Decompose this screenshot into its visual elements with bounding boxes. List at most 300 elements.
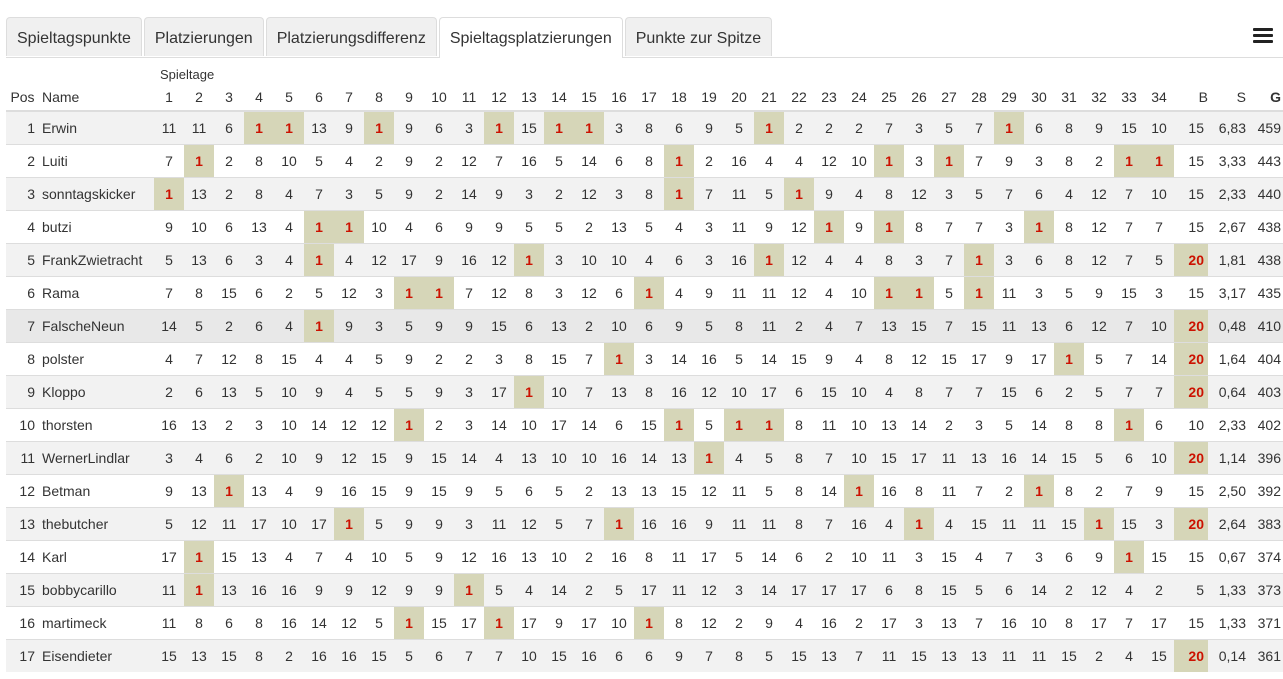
matchday-placement: 5 <box>724 111 754 145</box>
matchday-placement: 16 <box>274 574 304 607</box>
column-header-matchday[interactable]: 9 <box>394 84 424 111</box>
table-row[interactable] <box>6 178 1283 211</box>
matchday-placement: 15 <box>994 376 1024 409</box>
matchday-placement: 1 <box>1144 145 1174 178</box>
table-row[interactable] <box>6 508 1283 541</box>
tab-spieltagspunkte[interactable]: Spieltagspunkte <box>6 17 142 56</box>
matchday-placement: 15 <box>814 376 844 409</box>
row-player-name: Luiti <box>39 145 154 178</box>
matchday-placement: 1 <box>904 508 934 541</box>
matchday-placement: 5 <box>934 277 964 310</box>
matchday-placement: 5 <box>304 277 334 310</box>
table-row[interactable] <box>6 244 1283 277</box>
column-header-matchday[interactable]: 27 <box>934 84 964 111</box>
matchday-placement: 11 <box>154 607 184 640</box>
matchday-placement: 5 <box>184 310 214 343</box>
matchday-placement: 17 <box>514 607 544 640</box>
matchday-placement: 4 <box>334 244 364 277</box>
matchday-placement: 7 <box>154 145 184 178</box>
matchday-placement: 10 <box>364 541 394 574</box>
matchday-placement: 3 <box>994 244 1024 277</box>
matchday-placement: 8 <box>1054 607 1084 640</box>
matchday-placement: 2 <box>934 409 964 442</box>
row-bonus: 15 <box>1174 211 1208 244</box>
matchday-placement: 11 <box>214 508 244 541</box>
row-position: 3 <box>6 178 39 211</box>
matchday-placement: 9 <box>154 475 184 508</box>
column-header-name[interactable]: Name <box>39 84 154 111</box>
matchday-placement: 8 <box>664 607 694 640</box>
column-header-pos[interactable]: Pos <box>6 84 39 111</box>
matchday-placement: 8 <box>1054 111 1084 145</box>
matchday-placement: 2 <box>424 145 454 178</box>
column-header-matchday[interactable]: 8 <box>364 84 394 111</box>
matchday-placement: 14 <box>814 475 844 508</box>
matchday-placement: 1 <box>394 277 424 310</box>
column-header-matchday[interactable]: 32 <box>1084 84 1114 111</box>
row-position: 11 <box>6 442 39 475</box>
matchday-placement: 6 <box>1024 111 1054 145</box>
matchday-placement: 17 <box>244 508 274 541</box>
matchday-placement: 1 <box>784 178 814 211</box>
matchday-placement: 10 <box>1144 111 1174 145</box>
matchday-placement: 7 <box>1144 376 1174 409</box>
matchday-placement: 3 <box>454 111 484 145</box>
column-header-matchday[interactable]: 15 <box>574 84 604 111</box>
matchday-placement: 16 <box>334 640 364 673</box>
table-row[interactable] <box>6 277 1283 310</box>
matchday-placement: 15 <box>784 343 814 376</box>
column-header-matchday[interactable]: 2 <box>184 84 214 111</box>
row-player-name: polster <box>39 343 154 376</box>
matchday-placement: 7 <box>934 310 964 343</box>
matchday-placement: 4 <box>844 343 874 376</box>
matchday-placement: 7 <box>304 541 334 574</box>
row-position: 14 <box>6 541 39 574</box>
matchday-placement: 6 <box>214 607 244 640</box>
table-row[interactable] <box>6 442 1283 475</box>
matchday-placement: 7 <box>814 508 844 541</box>
row-bonus: 15 <box>1174 607 1208 640</box>
matchday-placement: 8 <box>904 574 934 607</box>
matchday-placement: 8 <box>634 178 664 211</box>
matchday-placement: 6 <box>604 145 634 178</box>
matchday-placement: 10 <box>274 442 304 475</box>
column-header-matchday[interactable]: 17 <box>634 84 664 111</box>
matchday-placement: 15 <box>364 640 394 673</box>
table-row[interactable] <box>6 574 1283 607</box>
matchday-placement: 17 <box>454 607 484 640</box>
column-header-matchday[interactable]: 25 <box>874 84 904 111</box>
matchday-placement: 7 <box>964 475 994 508</box>
tab-punkte zur spitze[interactable]: Punkte zur Spitze <box>625 17 772 56</box>
matchday-placement: 8 <box>634 376 664 409</box>
matchday-placement: 13 <box>184 409 214 442</box>
matchday-placement: 15 <box>544 640 574 673</box>
matchday-placement: 4 <box>394 211 424 244</box>
row-player-name: Rama <box>39 277 154 310</box>
matchday-placement: 15 <box>214 277 244 310</box>
matchday-placement: 3 <box>904 244 934 277</box>
column-header-matchday[interactable]: 10 <box>424 84 454 111</box>
matchday-placement: 15 <box>544 343 574 376</box>
matchday-placement: 1 <box>1114 541 1144 574</box>
column-header-matchday[interactable]: 14 <box>544 84 574 111</box>
matchday-placement: 14 <box>454 178 484 211</box>
matchday-placement: 1 <box>874 211 904 244</box>
matchday-placement: 2 <box>724 607 754 640</box>
column-header-matchday[interactable]: 33 <box>1114 84 1144 111</box>
matchday-placement: 12 <box>334 607 364 640</box>
matchday-placement: 12 <box>1084 244 1114 277</box>
matchday-placement: 17 <box>304 508 334 541</box>
row-player-name: FrankZwietracht <box>39 244 154 277</box>
table-row[interactable] <box>6 211 1283 244</box>
matchday-placement: 3 <box>694 211 724 244</box>
column-header-matchday[interactable]: 31 <box>1054 84 1084 111</box>
matchday-placement: 9 <box>754 211 784 244</box>
matchday-placement: 1 <box>244 111 274 145</box>
matchday-placement: 4 <box>754 145 784 178</box>
row-bonus: 10 <box>1174 409 1208 442</box>
matchday-placement: 9 <box>664 640 694 673</box>
row-average: 1,33 <box>1208 574 1246 607</box>
table-row[interactable] <box>6 409 1283 442</box>
matchday-placement: 10 <box>1144 178 1174 211</box>
matchday-placement: 6 <box>874 574 904 607</box>
matchday-placement: 1 <box>664 409 694 442</box>
matchday-placement: 3 <box>544 277 574 310</box>
column-header-matchday[interactable]: 34 <box>1144 84 1174 111</box>
matchday-placement: 1 <box>334 211 364 244</box>
matchday-placement: 14 <box>1024 574 1054 607</box>
matchday-placement: 8 <box>244 640 274 673</box>
matchday-placement: 5 <box>754 442 784 475</box>
matchday-placement: 6 <box>604 409 634 442</box>
row-total: 438 <box>1246 244 1283 277</box>
matchday-placement: 2 <box>1084 145 1114 178</box>
matchday-placement: 4 <box>274 541 304 574</box>
table-row[interactable] <box>6 343 1283 376</box>
column-header-matchday[interactable]: 20 <box>724 84 754 111</box>
matchday-placement: 15 <box>154 640 184 673</box>
row-position: 9 <box>6 376 39 409</box>
matchday-placement: 12 <box>694 607 724 640</box>
matchday-placement: 13 <box>244 211 274 244</box>
matchday-placement: 1 <box>514 376 544 409</box>
row-average: 0,48 <box>1208 310 1246 343</box>
matchday-placement: 15 <box>1054 442 1084 475</box>
matchday-placement: 4 <box>934 508 964 541</box>
column-header-matchday[interactable]: 11 <box>454 84 484 111</box>
matchday-placement: 17 <box>844 574 874 607</box>
matchday-placement: 2 <box>424 178 454 211</box>
matchday-placement: 12 <box>334 442 364 475</box>
column-header-matchday[interactable]: 19 <box>694 84 724 111</box>
row-total: 383 <box>1246 508 1283 541</box>
matchday-placement: 3 <box>244 244 274 277</box>
matchday-placement: 2 <box>574 475 604 508</box>
column-header-matchday[interactable]: 21 <box>754 84 784 111</box>
matchday-placement: 1 <box>874 145 904 178</box>
matchday-placement: 3 <box>934 178 964 211</box>
row-total: 361 <box>1246 640 1283 673</box>
row-average: 2,50 <box>1208 475 1246 508</box>
column-header-s[interactable]: S <box>1208 84 1246 111</box>
matchday-placement: 4 <box>844 178 874 211</box>
matchday-placement: 5 <box>364 376 394 409</box>
matchday-placement: 9 <box>334 111 364 145</box>
matchday-placement: 16 <box>454 244 484 277</box>
column-header-matchday[interactable]: 23 <box>814 84 844 111</box>
column-header-matchday[interactable]: 28 <box>964 84 994 111</box>
matchday-placement: 10 <box>844 145 874 178</box>
matchday-placement: 2 <box>1054 376 1084 409</box>
matchday-placement: 3 <box>904 145 934 178</box>
matchday-placement: 7 <box>574 508 604 541</box>
matchday-placement: 2 <box>544 178 574 211</box>
column-header-matchday[interactable]: 24 <box>844 84 874 111</box>
matchday-placement: 7 <box>1114 343 1144 376</box>
matchday-placement: 10 <box>274 409 304 442</box>
matchday-placement: 11 <box>934 442 964 475</box>
matchday-placement: 17 <box>784 574 814 607</box>
matchday-placement: 11 <box>994 508 1024 541</box>
matchday-placement: 12 <box>214 343 244 376</box>
matchday-placement: 9 <box>394 442 424 475</box>
matchday-placement: 3 <box>634 343 664 376</box>
matchday-placement: 9 <box>454 310 484 343</box>
matchday-placement: 9 <box>154 211 184 244</box>
matchday-placement: 7 <box>874 111 904 145</box>
matchday-placement: 14 <box>1024 442 1054 475</box>
row-total: 438 <box>1246 211 1283 244</box>
standings-table <box>6 84 1283 672</box>
column-header-matchday[interactable]: 13 <box>514 84 544 111</box>
matchday-placement: 9 <box>394 574 424 607</box>
matchday-placement: 1 <box>874 277 904 310</box>
row-average: 6,83 <box>1208 111 1246 145</box>
row-average: 2,64 <box>1208 508 1246 541</box>
matchday-placement: 11 <box>724 508 754 541</box>
column-header-matchday[interactable]: 12 <box>484 84 514 111</box>
matchday-placement: 7 <box>694 640 724 673</box>
matchday-placement: 7 <box>844 640 874 673</box>
matchday-placement: 13 <box>964 640 994 673</box>
matchday-placement: 1 <box>664 178 694 211</box>
matchday-placement: 14 <box>1144 343 1174 376</box>
matchday-placement: 12 <box>1084 211 1114 244</box>
matchday-placement: 17 <box>574 607 604 640</box>
matchday-placement: 1 <box>184 574 214 607</box>
matchday-placement: 15 <box>214 541 244 574</box>
matchday-placement: 17 <box>154 541 184 574</box>
matchday-placement: 12 <box>184 508 214 541</box>
matchday-placement: 5 <box>394 640 424 673</box>
matchday-placement: 5 <box>994 409 1024 442</box>
matchday-placement: 14 <box>454 442 484 475</box>
matchday-placement: 5 <box>304 145 334 178</box>
row-player-name: Karl <box>39 541 154 574</box>
row-total: 459 <box>1246 111 1283 145</box>
matchday-placement: 15 <box>964 310 994 343</box>
matchday-placement: 12 <box>694 475 724 508</box>
matchday-placement: 7 <box>1114 376 1144 409</box>
matchday-placement: 15 <box>934 574 964 607</box>
column-header-matchday[interactable]: 4 <box>244 84 274 111</box>
matchday-placement: 13 <box>304 111 334 145</box>
column-header-matchday[interactable]: 3 <box>214 84 244 111</box>
matchday-placement: 7 <box>964 211 994 244</box>
row-bonus: 15 <box>1174 277 1208 310</box>
matchday-placement: 9 <box>424 508 454 541</box>
matchday-placement: 1 <box>694 442 724 475</box>
matchday-placement: 1 <box>844 475 874 508</box>
matchday-placement: 1 <box>214 475 244 508</box>
matchday-placement: 13 <box>604 376 634 409</box>
row-position: 13 <box>6 508 39 541</box>
row-total: 403 <box>1246 376 1283 409</box>
matchday-placement: 9 <box>814 178 844 211</box>
matchday-placement: 12 <box>454 541 484 574</box>
matchday-placement: 14 <box>664 343 694 376</box>
matchday-placement: 1 <box>394 607 424 640</box>
matchday-placement: 15 <box>1114 111 1144 145</box>
matchday-placement: 5 <box>724 541 754 574</box>
matchday-placement: 17 <box>754 376 784 409</box>
matchday-placement: 12 <box>514 508 544 541</box>
matchday-placement: 9 <box>304 574 334 607</box>
table-row[interactable] <box>6 145 1283 178</box>
matchday-placement: 14 <box>574 409 604 442</box>
hamburger-menu-icon[interactable] <box>1253 28 1273 46</box>
column-header-matchday[interactable]: 16 <box>604 84 634 111</box>
matchday-placement: 3 <box>514 178 544 211</box>
matchday-placement: 1 <box>904 277 934 310</box>
matchday-placement: 9 <box>484 211 514 244</box>
matchday-placement: 7 <box>454 277 484 310</box>
column-header-b[interactable]: B <box>1174 84 1208 111</box>
row-position: 10 <box>6 409 39 442</box>
matchday-placement: 6 <box>424 211 454 244</box>
column-header-matchday[interactable]: 7 <box>334 84 364 111</box>
matchday-placement: 16 <box>484 541 514 574</box>
tab-platzierungen[interactable]: Platzierungen <box>144 17 264 56</box>
column-header-matchday[interactable]: 22 <box>784 84 814 111</box>
row-player-name: WernerLindlar <box>39 442 154 475</box>
matchday-placement: 8 <box>1054 409 1084 442</box>
row-player-name: Kloppo <box>39 376 154 409</box>
matchdays-group-label: Spieltage <box>160 67 215 82</box>
matchday-placement: 2 <box>1144 574 1174 607</box>
matchday-placement: 9 <box>424 574 454 607</box>
matchday-placement: 4 <box>784 145 814 178</box>
matchday-placement: 1 <box>274 111 304 145</box>
matchday-placement: 16 <box>514 145 544 178</box>
row-average: 3,17 <box>1208 277 1246 310</box>
matchday-placement: 4 <box>484 442 514 475</box>
matchday-placement: 11 <box>724 277 754 310</box>
matchday-placement: 16 <box>304 640 334 673</box>
column-header-g[interactable]: G <box>1246 84 1283 111</box>
matchday-placement: 5 <box>544 508 574 541</box>
matchday-placement: 6 <box>514 475 544 508</box>
matchday-placement: 5 <box>934 111 964 145</box>
matchday-placement: 7 <box>574 343 604 376</box>
matchday-placement: 4 <box>664 211 694 244</box>
matchday-placement: 1 <box>424 277 454 310</box>
table-row[interactable] <box>6 640 1283 673</box>
matchday-placement: 16 <box>994 442 1024 475</box>
tab-spieltagsplatzierungen[interactable]: Spieltagsplatzierungen <box>439 17 623 58</box>
column-header-matchday[interactable]: 18 <box>664 84 694 111</box>
matchday-placement: 1 <box>334 508 364 541</box>
matchday-placement: 13 <box>634 475 664 508</box>
matchday-placement: 15 <box>1114 508 1144 541</box>
column-header-matchday[interactable]: 29 <box>994 84 1024 111</box>
column-header-matchday[interactable]: 1 <box>154 84 184 111</box>
row-position: 16 <box>6 607 39 640</box>
matchday-placement: 6 <box>214 211 244 244</box>
matchday-placement: 9 <box>694 111 724 145</box>
matchday-placement: 9 <box>394 111 424 145</box>
matchday-placement: 3 <box>904 541 934 574</box>
matchday-placement: 14 <box>544 574 574 607</box>
matchday-placement: 8 <box>874 244 904 277</box>
matchday-placement: 9 <box>484 178 514 211</box>
matchday-placement: 6 <box>604 277 634 310</box>
matchday-placement: 10 <box>604 310 634 343</box>
matchday-placement: 6 <box>664 111 694 145</box>
matchday-placement: 1 <box>814 211 844 244</box>
matchday-placement: 7 <box>844 310 874 343</box>
column-header-matchday[interactable]: 6 <box>304 84 334 111</box>
row-average: 0,14 <box>1208 640 1246 673</box>
matchday-placement: 3 <box>1144 277 1174 310</box>
column-header-matchday[interactable]: 30 <box>1024 84 1054 111</box>
table-row[interactable] <box>6 607 1283 640</box>
table-row[interactable] <box>6 310 1283 343</box>
matchday-placement: 11 <box>754 310 784 343</box>
matchday-placement: 6 <box>214 442 244 475</box>
matchday-placement: 10 <box>514 640 544 673</box>
matchday-placement: 8 <box>634 541 664 574</box>
matchday-placement: 17 <box>814 574 844 607</box>
row-bonus: 20 <box>1174 376 1208 409</box>
column-header-matchday[interactable]: 5 <box>274 84 304 111</box>
row-average: 0,67 <box>1208 541 1246 574</box>
row-bonus: 15 <box>1174 111 1208 145</box>
table-row[interactable] <box>6 376 1283 409</box>
column-header-matchday[interactable]: 26 <box>904 84 934 111</box>
matchday-placement: 13 <box>184 178 214 211</box>
matchday-placement: 11 <box>664 541 694 574</box>
tab-platzierungsdifferenz[interactable]: Platzierungsdifferenz <box>266 17 437 56</box>
row-player-name: Erwin <box>39 111 154 145</box>
matchday-placement: 14 <box>484 409 514 442</box>
matchday-placement: 4 <box>334 376 364 409</box>
table-row[interactable] <box>6 475 1283 508</box>
row-average: 1,64 <box>1208 343 1246 376</box>
table-row[interactable] <box>6 111 1283 145</box>
row-player-name: sonntagskicker <box>39 178 154 211</box>
matchday-placement: 1 <box>574 111 604 145</box>
matchday-placement: 13 <box>874 310 904 343</box>
matchday-placement: 11 <box>754 277 784 310</box>
table-row[interactable] <box>6 541 1283 574</box>
matchday-placement: 7 <box>304 178 334 211</box>
matchday-placement: 1 <box>634 607 664 640</box>
